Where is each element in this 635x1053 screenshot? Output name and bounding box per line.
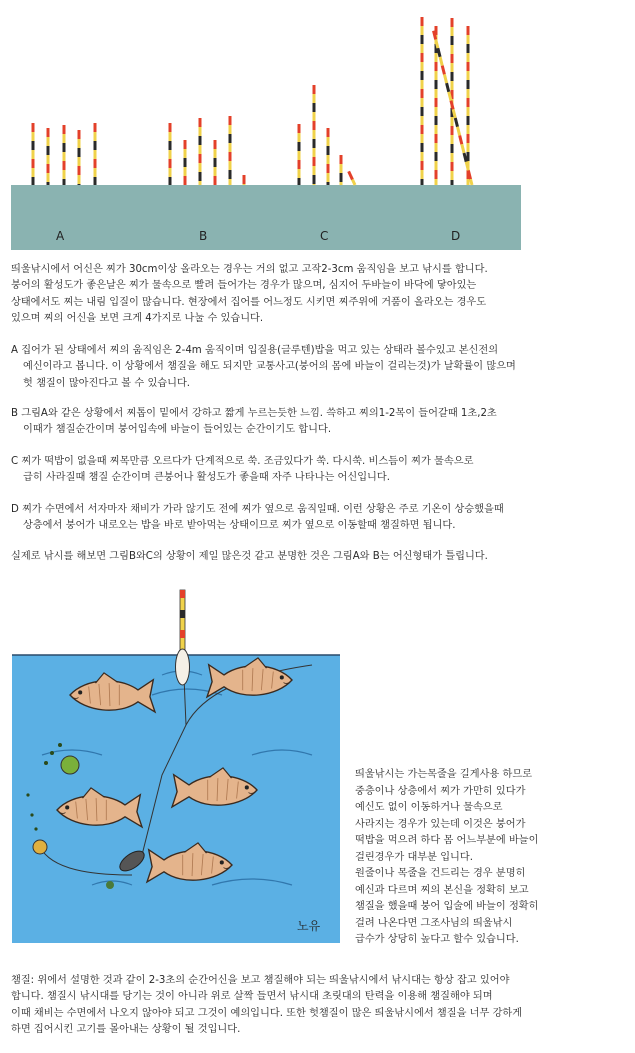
float-stick bbox=[78, 130, 81, 185]
item-b bbox=[11, 406, 626, 439]
item-line: 예신이라고 봅니다. 이 상황에서 챔질을 해도 되지만 교통사고(붕어의 몸에 바늘이 걸리는것)가 날확률이 많으며 bbox=[23, 361, 516, 373]
float-stick bbox=[32, 123, 35, 185]
side-line: 예신과 다르며 찌의 본신을 정확히 보고 bbox=[355, 884, 529, 896]
fish-illustration bbox=[12, 585, 340, 943]
side-line: 떡밥을 먹으려 하다 몸 어느부분에 바늘이 bbox=[355, 835, 539, 846]
intro-line: 붕어의 활성도가 좋은날은 찌가 물속으로 빨려 들어가는 경우가 많으며, 심지어 두바늘이 바닥에 닿아있는 bbox=[11, 280, 477, 292]
item-line: B 그림A와 같은 상황에서 찌톱이 밑에서 강하고 짧게 누르는듯한 느낌. 쓱하고 찌의1-2목이 들어갈때 1초,2초 bbox=[11, 408, 497, 419]
float-stick bbox=[298, 124, 301, 185]
label-d: D bbox=[451, 229, 461, 243]
label-a: A bbox=[56, 229, 65, 243]
water-surface bbox=[11, 185, 521, 250]
float-stick bbox=[169, 123, 172, 185]
item-line: 상층에서 붕어가 내로오는 밥을 바로 받아먹는 상태이므로 찌가 옆으로 이동할때 챔질하면 됩니다. bbox=[23, 520, 456, 532]
item-c bbox=[11, 454, 626, 487]
float-stick bbox=[94, 123, 97, 185]
float-stick bbox=[421, 17, 424, 185]
item-line: 이때가 챔질순간이며 붕어입속에 바늘이 들어있는 순간이기도 합니다. bbox=[23, 424, 332, 436]
artist-signature: 노유 bbox=[297, 919, 321, 933]
side-line: 띄울낚시는 가는목줄을 길게사용 하므로 bbox=[355, 769, 533, 780]
footer-paragraph bbox=[11, 973, 626, 1039]
side-line: 원줄이나 목줄을 건드리는 경우 분명히 bbox=[355, 868, 526, 879]
item-line: C 찌가 떡밥이 없을때 찌목만큼 오르다가 단계적으로 쑥. 조금있다가 쑥. 다시쑥. 비스듬이 찌가 물속으로 bbox=[11, 456, 474, 467]
item-a bbox=[11, 343, 626, 392]
float-stick bbox=[47, 128, 50, 185]
float-stick bbox=[347, 171, 356, 186]
footer-line: 챔질: 위에서 설명한 것과 같이 2-3초의 순간어신을 보고 챔질해야 되는 띄울낚시에서 낚시대는 항상 잡고 있어야 bbox=[11, 975, 510, 986]
item-line: A 집어가 된 상태에서 찌의 움직임은 2-4m 움직이며 입질용(글루텐)밥을 먹고 있는 상태라 볼수있고 본신전의 bbox=[11, 345, 499, 356]
side-line: 급수가 상당히 높다고 할수 있습니다. bbox=[355, 934, 519, 945]
intro-line: 상태에서도 찌는 내림 입질이 많습니다. 현장에서 집어를 어느정도 시키면 찌주위에 거품이 올라오는 경우도 bbox=[11, 296, 487, 308]
float-stick bbox=[340, 155, 343, 185]
float-body bbox=[176, 649, 190, 685]
intro-line: 있으며 찌의 어신을 보면 크게 4가지로 나눌 수 있습니다. bbox=[11, 313, 264, 325]
item-line: 급히 사라질때 챔질 순간이며 큰붕어나 활성도가 좋을때 자주 나타나는 어신입니다. bbox=[23, 472, 390, 484]
side-line: 사라지는 경우가 있는데 이것은 붕어가 bbox=[355, 818, 526, 830]
label-c: C bbox=[320, 229, 329, 243]
float-top bbox=[180, 590, 185, 650]
side-line: 예신도 없이 이동하거나 물속으로 bbox=[355, 802, 503, 813]
footer-line: 합니다. 챔질시 낚시대를 당기는 것이 아니라 위로 살짝 들면서 낚시대 초릿대의 탄력을 이용해 챔질해야 되며 bbox=[11, 991, 493, 1003]
side-line: 중층이나 상층에서 찌가 가만히 있다가 bbox=[355, 785, 526, 797]
label-b: B bbox=[199, 229, 208, 243]
summary-line: 실제로 낚시를 해보면 그림B와C의 상황이 제일 많은것 같고 분명한 것은 그림A와 B는 어신형태가 틀립니다. bbox=[11, 551, 488, 562]
footer-line: 하면 집어시킨 고기를 몰아내는 상황이 될 것입니다. bbox=[11, 1024, 241, 1036]
side-line: 걸려 나온다면 그조사님의 띄울낚시 bbox=[355, 917, 513, 929]
bait-ball bbox=[61, 756, 79, 774]
side-line: 걸린경우가 대부분 입니다. bbox=[355, 851, 473, 863]
item-d bbox=[11, 502, 626, 535]
side-paragraph bbox=[355, 767, 625, 949]
footer-line: 이때 채비는 수면에서 나오지 않아야 되고 그것이 예의입니다. 또한 헛챔질이 많은 띄울낚시에서 챔질을 너무 강하게 bbox=[11, 1007, 523, 1019]
intro-paragraph bbox=[11, 262, 626, 328]
side-line: 챔질을 했을때 붕어 입술에 바늘이 정확히 bbox=[355, 901, 539, 912]
intro-line: 띄울낚시에서 어신은 찌가 30cm이상 올라오는 경우는 거의 없고 고작2-3cm 움직임을 보고 낚시를 합니다. bbox=[11, 264, 488, 275]
float-stick bbox=[243, 175, 246, 185]
float-signal-diagram bbox=[0, 0, 635, 250]
item-line: 헛 챔질이 많아진다고 볼 수 있습니다. bbox=[23, 377, 191, 389]
float-stick bbox=[214, 140, 217, 185]
float-stick bbox=[229, 116, 232, 185]
float-stick bbox=[327, 128, 330, 185]
float-stick bbox=[184, 140, 187, 185]
float-stick bbox=[63, 125, 66, 185]
float-stick bbox=[199, 118, 202, 185]
float-stick bbox=[313, 85, 316, 185]
item-line: D 찌가 수면에서 서자마자 채비가 가라 않기도 전에 찌가 옆으로 움직일때. 이런 상황은 주로 기온이 상승했을때 bbox=[11, 504, 504, 515]
